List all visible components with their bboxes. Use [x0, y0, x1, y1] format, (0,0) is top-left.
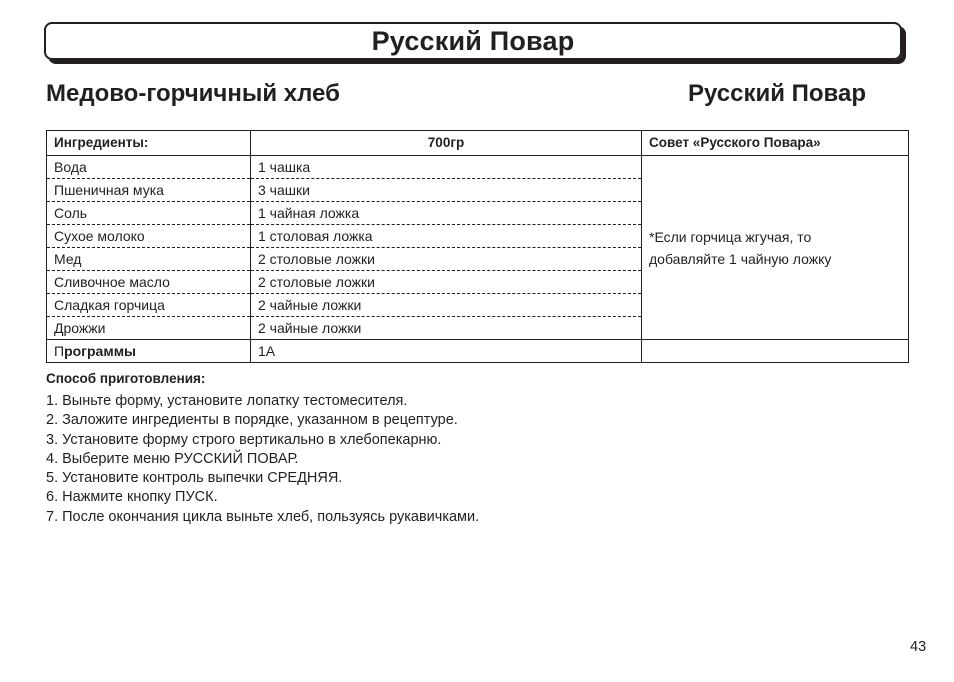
method-step: 5. Установите контроль выпечки СРЕДНЯЯ. [46, 470, 343, 487]
ingredient-name: Сливочное масло [47, 271, 251, 294]
mode-title: Русский Повар [688, 80, 866, 107]
ingredient-amount: 3 чашки [251, 179, 642, 202]
method-step: 3. Установите форму строго вертикально в хлебопекарню. [46, 431, 442, 448]
ingredient-name: Соль [47, 202, 251, 225]
ingredient-amount: 2 чайные ложки [251, 294, 642, 317]
ingredient-name: Мед [47, 248, 251, 271]
program-label: Программы [47, 340, 251, 363]
ingredients-table [46, 130, 909, 363]
method-steps [46, 392, 479, 527]
ingredient-name: Вода [47, 156, 251, 179]
ingredient-amount: 2 столовые ложки [251, 248, 642, 271]
ingredient-name: Пшеничная мука [47, 179, 251, 202]
page-number: 43 [910, 639, 927, 655]
method-step: 7. После окончания цикла выньте хлеб, пользуясь рукавичками. [46, 508, 480, 525]
tip-line: добавляйте 1 чайную ложку [649, 250, 832, 267]
method-heading: Способ приготовления: [46, 371, 206, 386]
page-banner [44, 22, 902, 60]
ingredient-amount: 1 столовая ложка [251, 225, 642, 248]
method-step: 1. Выньте форму, установите лопатку тестомесителя. [46, 393, 408, 409]
table-header-row [47, 131, 909, 156]
method-step: 4. Выберите меню РУССКИЙ ПОВАР. [46, 450, 299, 467]
banner-title: Русский Повар [371, 25, 575, 56]
program-empty-cell [642, 340, 909, 363]
ingredient-name: Сухое молоко [47, 225, 251, 248]
recipe-title: Медово-горчичный хлеб [46, 80, 340, 107]
tip-cell [642, 156, 909, 340]
program-value: 1А [251, 340, 642, 363]
ingredient-amount: 2 чайные ложки [251, 317, 642, 340]
ingredient-name: Дрожжи [47, 317, 251, 340]
ingredient-amount: 2 столовые ложки [251, 271, 642, 294]
ingredient-amount: 1 чашка [251, 156, 642, 179]
header-tip: Совет «Русского Повара» [642, 131, 909, 156]
ingredient-amount: 1 чайная ложка [251, 202, 642, 225]
header-quantity: 700гр [251, 131, 642, 156]
ingredient-name: Сладкая горчица [47, 294, 251, 317]
table-row [47, 156, 909, 179]
tip-line: *Если горчица жгучая, то [649, 228, 812, 245]
program-row [47, 340, 909, 363]
header-ingredients: Ингредиенты: [47, 131, 251, 156]
method-step: 6. Нажмите кнопку ПУСК. [46, 489, 218, 506]
method-step: 2. Заложите ингредиенты в порядке, указанном в рецептуре. [46, 412, 458, 429]
